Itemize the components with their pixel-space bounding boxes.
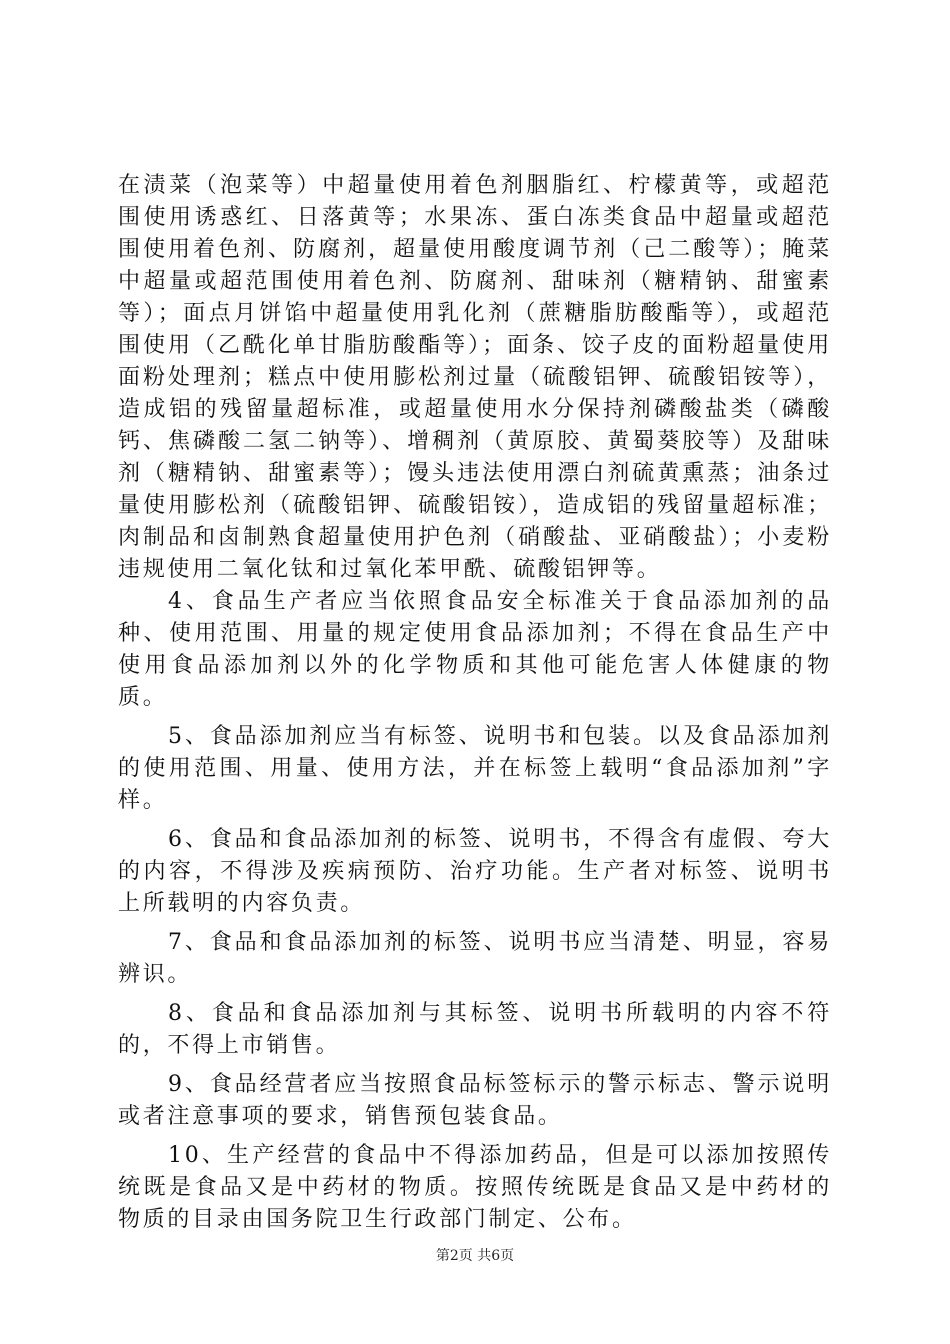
paragraph-item-7: 7、食品和食品添加剂的标签、说明书应当清楚、明显，容易辨识。 [118, 930, 832, 987]
paragraph-additive-misuse-list: 在渍菜（泡菜等）中超量使用着色剂胭脂红、柠檬黄等，或超范围使用诱惑红、日落黄等；水果冻、蛋白冻类食品中超量或超范围使用着色剂、防腐剂，超量使用酸度调节剂（己二酸等）；腌菜中超量或超范围使用着色剂、防腐剂、甜味剂（糖精钠、甜蜜素等）；面点月饼馅中超量使用乳化剂（蔗糖脂肪酸酯等），或超范围使用（乙酰化单甘脂肪酸酯等）；面条、饺子皮的面粉超量使用面粉处理剂；糕点中使用膨松剂过量（硫酸铝钾、硫酸铝铵等），造成铝的残留量超标准，或超量使用水分保持剂磷酸盐类（磷酸钙、焦磷酸二氢二钠等）、增稠剂（黄原胶、黄蜀葵胶等）及甜味剂（糖精钠、甜蜜素等）；馒头违法使用漂白剂硫黄熏蒸；油条过量使用膨松剂（硫酸铝钾、硫酸铝铵），造成铝的残留量超标准；肉制品和卤制熟食超量使用护色剂（硝酸盐、亚硝酸盐）；小麦粉违规使用二氧化钛和过氧化苯甲酰、硫酸铝钾等。 [118, 173, 832, 582]
document-body [118, 170, 832, 1236]
paragraph-item-4: 4、食品生产者应当依照食品安全标准关于食品添加剂的品种、使用范围、用量的规定使用食品添加剂；不得在食品生产中使用食品添加剂以外的化学物质和其他可能危害人体健康的物质。 [118, 589, 832, 710]
paragraph-item-9: 9、食品经营者应当按照食品标签标示的警示标志、警示说明或者注意事项的要求，销售预包装食品。 [118, 1072, 832, 1129]
paragraph-item-10: 10、生产经营的食品中不得添加药品，但是可以添加按照传统既是食品又是中药材的物质。按照传统既是食品又是中药材的物质的目录由国务院卫生行政部门制定、公布。 [118, 1143, 832, 1232]
paragraph-item-8: 8、食品和食品添加剂与其标签、说明书所载明的内容不符的，不得上市销售。 [118, 1001, 832, 1058]
paragraph-item-5: 5、食品添加剂应当有标签、说明书和包装。以及食品添加剂的使用范围、用量、使用方法，并在标签上载明“食品添加剂”字样。 [118, 724, 832, 813]
paragraph-item-6: 6、食品和食品添加剂的标签、说明书，不得含有虚假、夸大的内容，不得涉及疾病预防、治疗功能。生产者对标签、说明书上所载明的内容负责。 [118, 827, 832, 916]
page-number-footer: 第2页 共6页 [435, 1248, 515, 1264]
